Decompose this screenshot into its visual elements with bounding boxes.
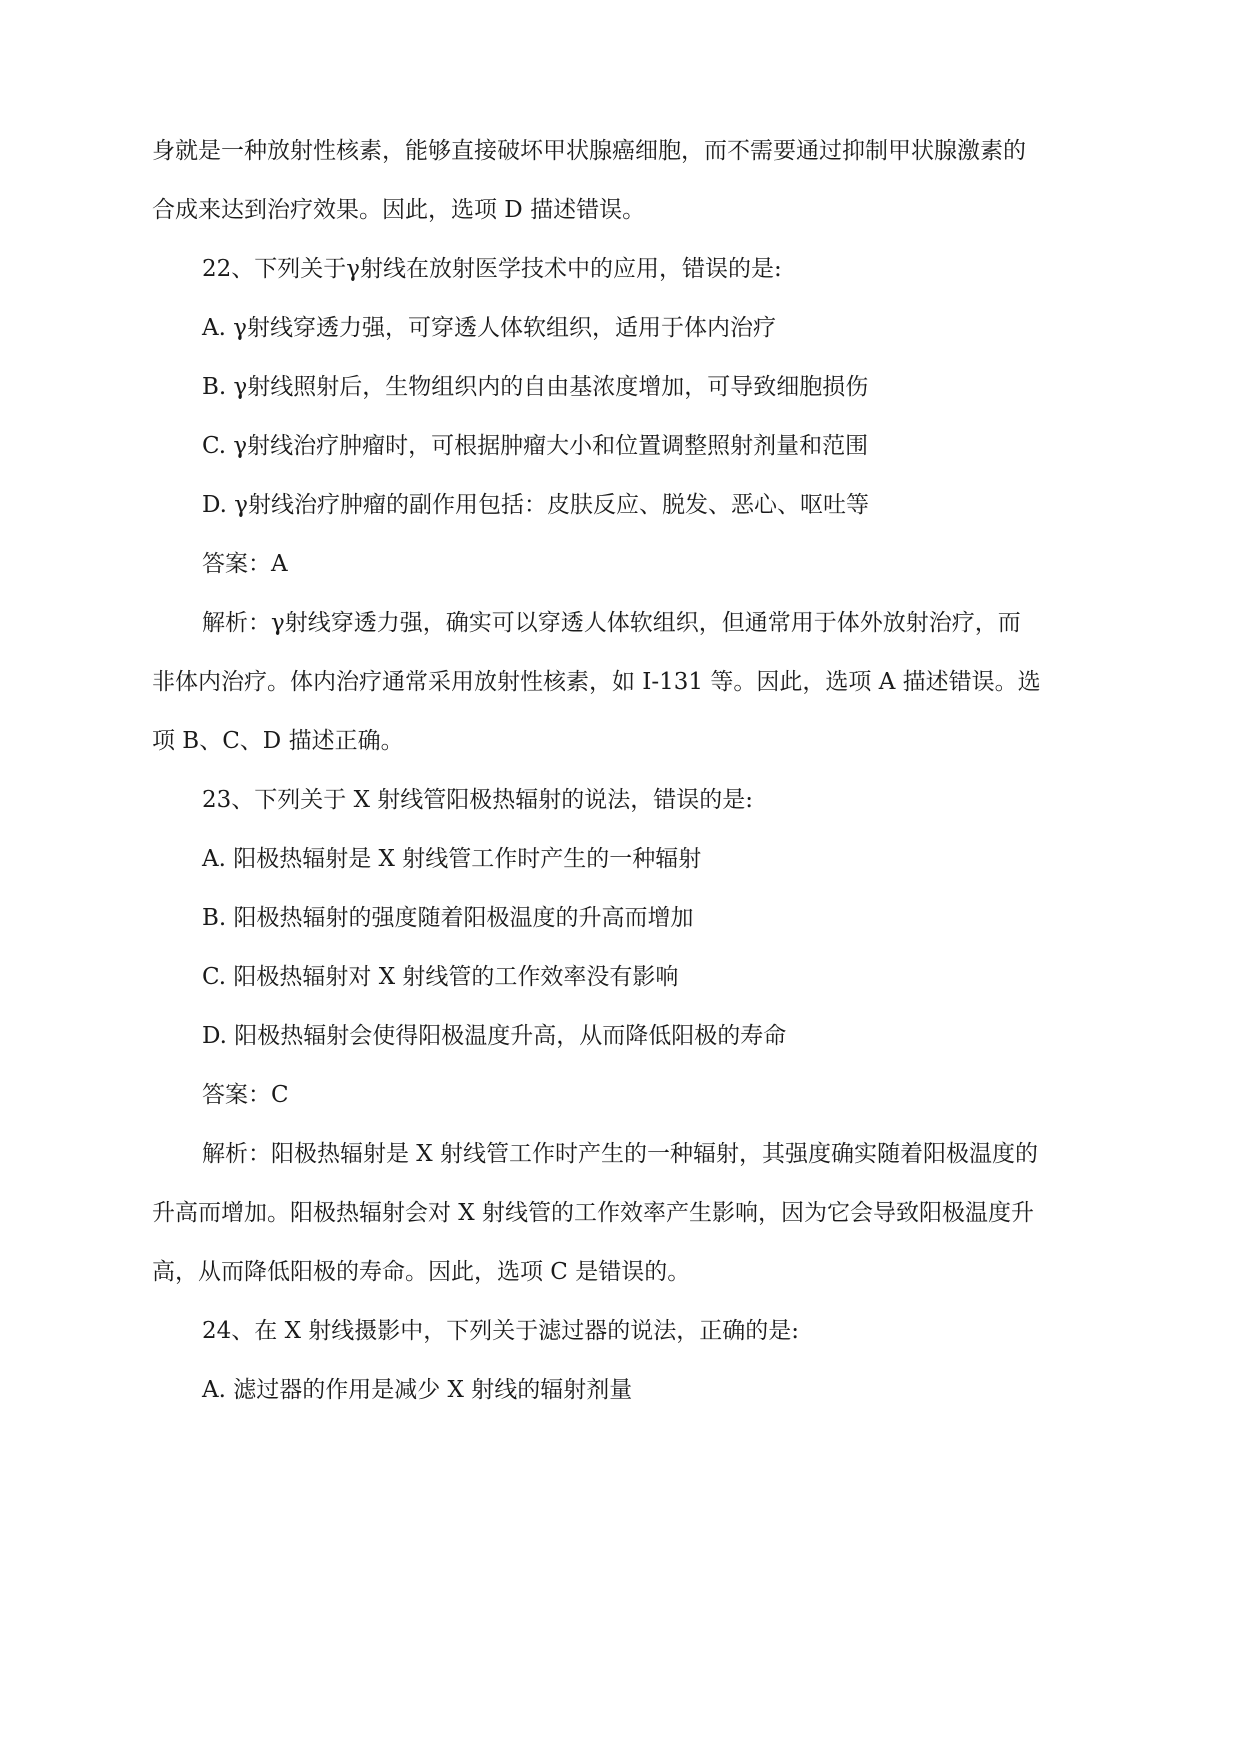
intro-line-2: 合成来达到治疗效果。因此，选项 D 描述错误。 xyxy=(152,197,646,223)
question-22: 22、下列关于γ射线在放射医学技术中的应用，错误的是: xyxy=(202,256,782,282)
q22-option-b: B. γ射线照射后，生物组织内的自由基浓度增加，可导致细胞损伤 xyxy=(202,374,869,400)
question-24: 24、在 X 射线摄影中，下列关于滤过器的说法，正确的是: xyxy=(202,1318,800,1344)
q23-option-d: D. 阳极热辐射会使得阳极温度升高，从而降低阳极的寿命 xyxy=(202,1023,787,1049)
q23-option-b: B. 阳极热辐射的强度随着阳极温度的升高而增加 xyxy=(202,905,694,931)
q22-option-a: A. γ射线穿透力强，可穿透人体软组织，适用于体内治疗 xyxy=(202,315,776,341)
q22-analysis-line-3: 项 B、C、D 描述正确。 xyxy=(152,728,404,754)
q23-analysis-line-3: 高，从而降低阳极的寿命。因此，选项 C 是错误的。 xyxy=(152,1259,691,1285)
q22-analysis-line-1: 解析：γ射线穿透力强，确实可以穿透人体软组织，但通常用于体外放射治疗，而 xyxy=(202,610,1021,636)
q23-analysis-line-2: 升高而增加。阳极热辐射会对 X 射线管的工作效率产生影响，因为它会导致阳极温度升 xyxy=(152,1200,1034,1226)
q23-analysis-line-1: 解析：阳极热辐射是 X 射线管工作时产生的一种辐射，其强度确实随着阳极温度的 xyxy=(202,1141,1038,1167)
q24-option-a: A. 滤过器的作用是减少 X 射线的辐射剂量 xyxy=(202,1377,633,1403)
question-23: 23、下列关于 X 射线管阳极热辐射的说法，错误的是: xyxy=(202,787,754,813)
q22-analysis-line-2: 非体内治疗。体内治疗通常采用放射性核素，如 I-131 等。因此，选项 A 描述错误。选 xyxy=(152,669,1041,695)
intro-line-1: 身就是一种放射性核素，能够直接破坏甲状腺癌细胞，而不需要通过抑制甲状腺激素的 xyxy=(152,138,1026,164)
q23-answer: 答案：C xyxy=(202,1082,289,1108)
q22-option-c: C. γ射线治疗肿瘤时，可根据肿瘤大小和位置调整照射剂量和范围 xyxy=(202,433,869,459)
q22-answer: 答案：A xyxy=(202,551,288,577)
q23-option-a: A. 阳极热辐射是 X 射线管工作时产生的一种辐射 xyxy=(202,846,702,872)
q22-option-d: D. γ射线治疗肿瘤的副作用包括：皮肤反应、脱发、恶心、呕吐等 xyxy=(202,492,869,518)
q23-option-c: C. 阳极热辐射对 X 射线管的工作效率没有影响 xyxy=(202,964,679,990)
